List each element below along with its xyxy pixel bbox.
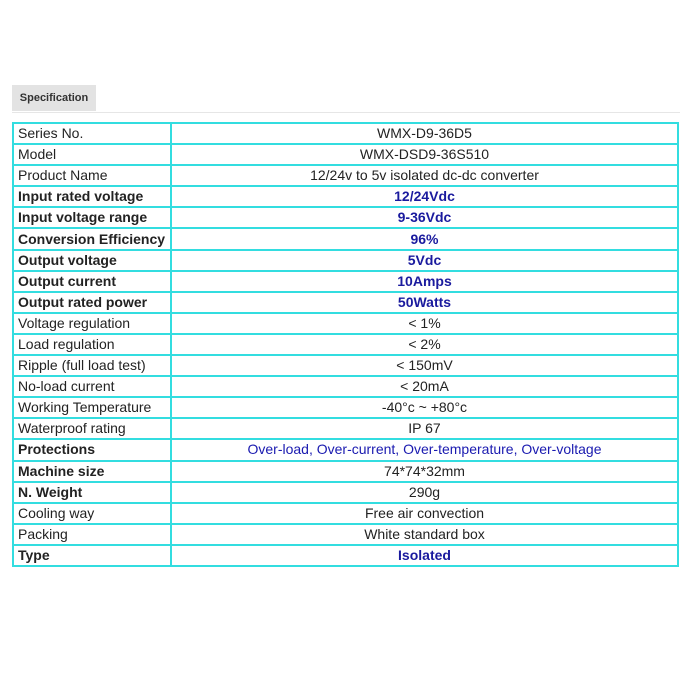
spec-label: Input voltage range: [13, 207, 171, 228]
specification-table: [12, 122, 679, 567]
spec-label: Ripple (full load test): [13, 355, 171, 376]
spec-value: IP 67: [171, 418, 678, 439]
spec-label: Model: [13, 144, 171, 165]
spec-row: [13, 292, 678, 313]
spec-label: Cooling way: [13, 503, 171, 524]
spec-value: < 1%: [171, 313, 678, 334]
spec-label: Protections: [13, 439, 171, 460]
spec-label: Machine size: [13, 461, 171, 482]
spec-row: [13, 228, 678, 249]
spec-label: Voltage regulation: [13, 313, 171, 334]
spec-value: WMX-D9-36D5: [171, 123, 678, 144]
spec-label: Product Name: [13, 165, 171, 186]
spec-row: [13, 461, 678, 482]
spec-label: Conversion Efficiency: [13, 228, 171, 249]
spec-value: WMX-DSD9-36S510: [171, 144, 678, 165]
spec-value: 12/24v to 5v isolated dc-dc converter: [171, 165, 678, 186]
spec-row: [13, 207, 678, 228]
spec-row: [13, 250, 678, 271]
spec-row: [13, 186, 678, 207]
spec-label: N. Weight: [13, 482, 171, 503]
spec-value: 50Watts: [171, 292, 678, 313]
spec-value: < 2%: [171, 334, 678, 355]
spec-value: 10Amps: [171, 271, 678, 292]
spec-row: [13, 123, 678, 144]
spec-value: -40°c ~ +80°c: [171, 397, 678, 418]
spec-label: Waterproof rating: [13, 418, 171, 439]
spec-row: [13, 313, 678, 334]
spec-value: < 20mA: [171, 376, 678, 397]
spec-value: Free air convection: [171, 503, 678, 524]
spec-label: Output current: [13, 271, 171, 292]
spec-label: Input rated voltage: [13, 186, 171, 207]
spec-label: Working Temperature: [13, 397, 171, 418]
spec-row: [13, 334, 678, 355]
spec-value: 74*74*32mm: [171, 461, 678, 482]
spec-value: White standard box: [171, 524, 678, 545]
spec-label: Series No.: [13, 123, 171, 144]
spec-label: No-load current: [13, 376, 171, 397]
spec-row: [13, 524, 678, 545]
spec-value: 12/24Vdc: [171, 186, 678, 207]
tab-divider: [12, 112, 680, 113]
spec-row: [13, 144, 678, 165]
spec-value: 5Vdc: [171, 250, 678, 271]
spec-label: Packing: [13, 524, 171, 545]
specification-table-body: [13, 123, 678, 566]
spec-row: [13, 271, 678, 292]
spec-row: [13, 165, 678, 186]
spec-row: [13, 482, 678, 503]
spec-row: [13, 376, 678, 397]
specification-tab[interactable]: Specification: [12, 85, 96, 111]
spec-value: 96%: [171, 228, 678, 249]
spec-row: [13, 503, 678, 524]
spec-value: 9-36Vdc: [171, 207, 678, 228]
spec-row: [13, 397, 678, 418]
spec-value: < 150mV: [171, 355, 678, 376]
spec-row: [13, 418, 678, 439]
spec-value: Isolated: [171, 545, 678, 566]
spec-row: [13, 355, 678, 376]
spec-value: 290g: [171, 482, 678, 503]
spec-value: Over-load, Over-current, Over-temperature, Over-voltage: [171, 439, 678, 460]
spec-label: Output rated power: [13, 292, 171, 313]
spec-row: [13, 545, 678, 566]
spec-label: Output voltage: [13, 250, 171, 271]
spec-row: [13, 439, 678, 460]
spec-label: Type: [13, 545, 171, 566]
spec-label: Load regulation: [13, 334, 171, 355]
